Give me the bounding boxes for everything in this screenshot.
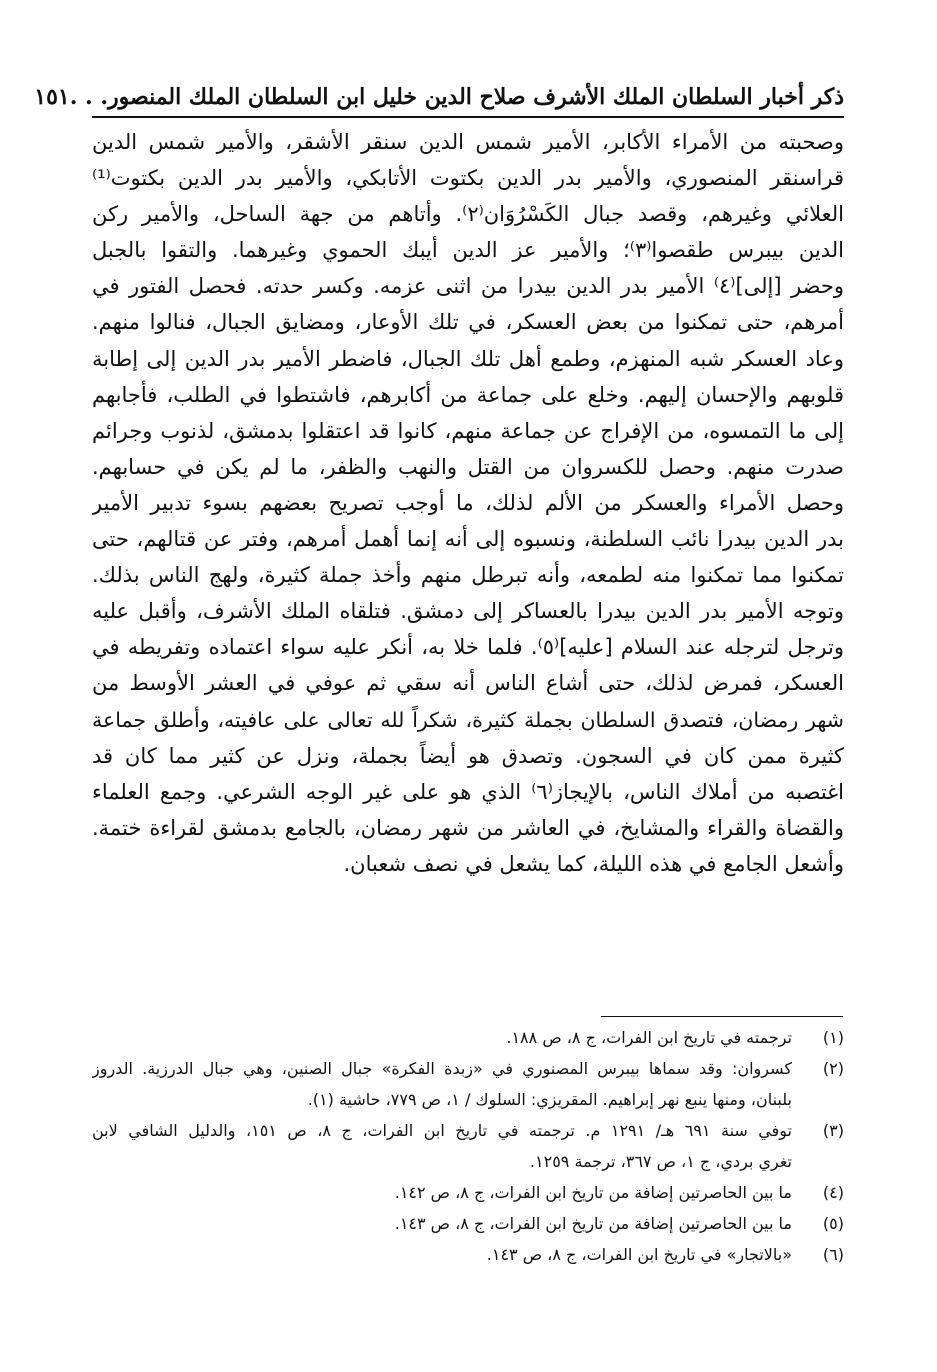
footnote-number: (١) xyxy=(822,1028,844,1047)
footnote xyxy=(92,1053,844,1115)
footnote-line: ما بين الحاصرتين إضافة من تاريخ ابن الفرات، ج ٨، ص ١٤٣. xyxy=(394,1214,792,1233)
footnote-line: كسروان: وقد سماها بيبرس المصنوري في «زبدة الفكرة» جبال الصنين، وهي جبال الدرزية. الدروز xyxy=(92,1059,792,1078)
footnote-divider xyxy=(601,1016,843,1017)
footnotes xyxy=(92,1022,844,1270)
footnote xyxy=(92,1115,844,1177)
text-line: قراسنقر المنصوري، والأمير بدر الدين بكتوت الأتابكي، والأمير بدر الدين بكتوت⁽¹⁾ xyxy=(92,166,844,191)
footnote xyxy=(92,1177,844,1208)
text-line: وتوجه الأمير بدر الدين بيدرا بالعساكر إلى دمشق. فتلقاه الملك الأشرف، وأقبل عليه xyxy=(92,599,844,624)
text-line: كثيرة ممن كان في السجون. وتصدق هو أيضاً بجملة، ونزل عن كثير مما كان قد xyxy=(92,743,844,768)
text-line: اغتصبه من أملاك الناس، بالإيجاز⁽٦⁾ الذي هو على غير الوجه الشرعي. وجمع العلماء xyxy=(92,779,844,804)
footnote-number: (٥) xyxy=(822,1214,844,1233)
text-line: وأشعل الجامع في هذه الليلة، كما يشعل في نصف شعبان. xyxy=(343,851,844,876)
text-line: وترجل لترجله عند السلام [عليه]⁽٥⁾. فلما خلا به، أنكر عليه سواء اعتماده وتفريطه في xyxy=(92,635,844,660)
text-line: الدين بيبرس طقصوا⁽٣⁾؛ والأمير عز الدين أيبك الحموي وغيرهما. والتقوا بالجبل xyxy=(92,238,844,263)
footnote-number: (٣) xyxy=(822,1121,844,1140)
footnote-line: ما بين الحاصرتين إضافة من تاريخ ابن الفرات، ج ٨، ص ١٤٢. xyxy=(394,1183,792,1202)
text-line: وعاد العسكر شبه المنهزم، وطمع أهل تلك الجبال، فاضطر الأمير بدر الدين إلى إطابة xyxy=(92,346,844,371)
header-title: ذكر أخبار السلطان الملك الأشرف صلاح الدين خليل ابن السلطان الملك المنصور. . . xyxy=(69,84,844,110)
footnote-line: بلبنان، ومنها ينبع نهر إبراهيم. المقريزي: السلوك / ١، ص ٧٧٩، حاشية (١). xyxy=(307,1090,792,1109)
text-line: وحصل الأمراء والعسكر من الألم لذلك، ما أوجب تصريح بعضهم بسوء تدبير الأمير xyxy=(92,490,844,515)
footnote xyxy=(92,1208,844,1239)
text-line: وصحبته من الأمراء الأكابر، الأمير شمس الدين سنقر الأشقر، والأمير شمس الدين xyxy=(92,130,844,154)
text-line: إلى ما التمسوه، من الإفراج عن جماعة منهم، كانوا قد اعتقلوا بدمشق، لذنوب وجرائم xyxy=(92,418,844,443)
text-line: العلائي وغيرهم، وقصد جبال الكَسْرُوَان⁽٢⁾. وأتاهم من جهة الساحل، والأمير ركن xyxy=(92,202,844,227)
footnote-line: تغري بردي، ج ١، ص ٣٦٧، ترجمة ١٢٥٩. xyxy=(529,1152,792,1171)
page-number: ١٥١ xyxy=(34,84,70,110)
text-line: شهر رمضان، فتصدق السلطان بجملة كثيرة، شكراً لله تعالى على عافيته، وأطلق جماعة xyxy=(92,707,844,732)
footnote-line: ترجمته في تاريخ ابن الفرات، ج ٨، ص ١٨٨. xyxy=(506,1028,792,1047)
footnote-line: «بالاتجار» في تاريخ ابن الفرات، ج ٨، ص ١٤٣. xyxy=(486,1245,792,1264)
text-line: صدرت منهم. وحصل للكسروان من القتل والنهب والظفر، ما لم يكن في حسابهم. xyxy=(92,454,844,479)
text-line: والقضاة والقراء والمشايخ، في العاشر من شهر رمضان، بالجامع بدمشق لقراءة ختمة. xyxy=(92,815,844,840)
text-line: وحضر [إلى]⁽٤⁾ الأمير بدر الدين بيدرا من اثنى عزمه. وكسر حدته. فحصل الفتور في xyxy=(92,274,844,299)
footnote-line: توفي سنة ٦٩١ هـ/ ١٢٩١ م. ترجمته في تاريخ ابن الفرات، ج ٨، ص ١٥١، والدليل الشافي لابن xyxy=(92,1121,792,1140)
header-divider xyxy=(92,116,844,118)
text-line: تمكنوا مما تمكنوا منه لطمعه، وأنه تبرطل منهم وأخذ جملة كثيرة، ولهج الناس بذلك. xyxy=(92,563,844,588)
running-header xyxy=(34,78,844,112)
footnote-number: (٦) xyxy=(822,1245,844,1264)
footnote xyxy=(92,1239,844,1270)
footnote-number: (٢) xyxy=(822,1059,844,1078)
text-line: بدر الدين بيدرا نائب السلطنة، ونسبوه إلى أنه إنما أهمل أمرهم، وفتر عن قتالهم، حتى xyxy=(92,527,844,552)
main-text xyxy=(92,124,844,882)
text-line: قلوبهم والإحسان إليهم. وخلع على جماعة من أكابرهم، فاشتطوا في الطلب، فأجابهم xyxy=(92,382,844,407)
footnote xyxy=(92,1022,844,1053)
footnote-number: (٤) xyxy=(822,1183,844,1202)
text-line: أمرهم، حتى تمكنوا من بعض العسكر، في تلك الأوعار، ومضايق الجبال، فنالوا منهم. xyxy=(92,310,844,335)
text-line: العسكر، فمرض لذلك، حتى أشاع الناس أنه سقي ثم عوفي في العشر الأوسط من xyxy=(92,671,844,696)
